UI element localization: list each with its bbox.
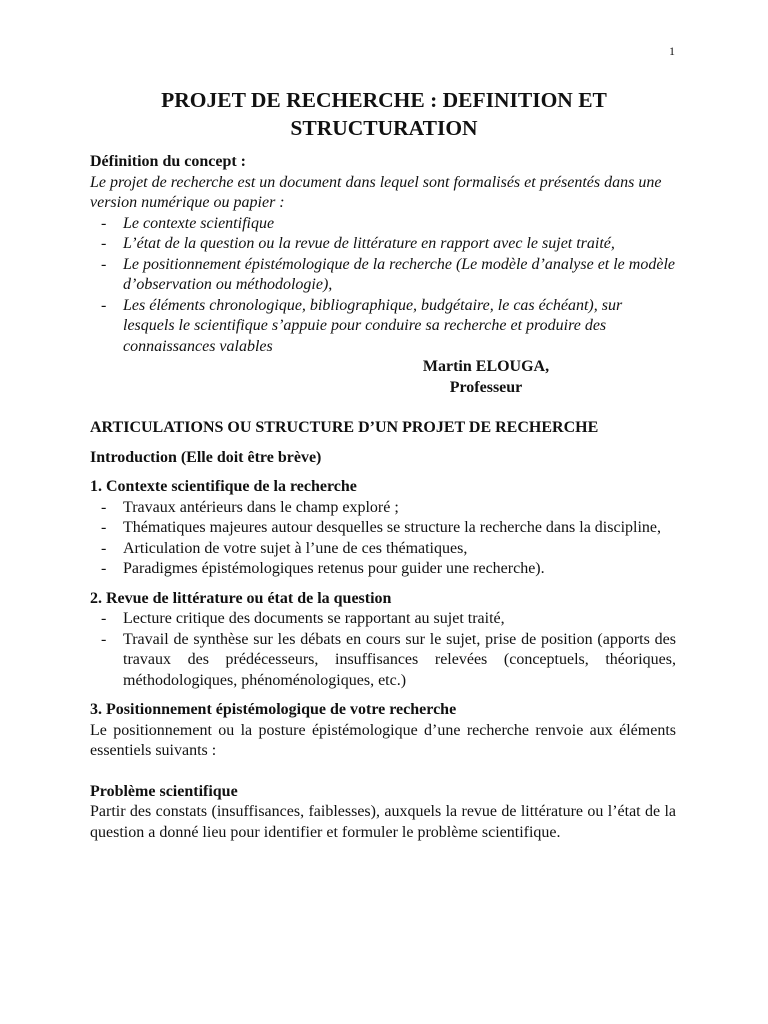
- section2-item: - Travail de synthèse sur les débats en cours sur le sujet, prise de position (apports des travaux des prédécesseurs, insuffisances relevées (conceptuels, théoriques, méthodologiques, phénoménologiques, etc.): [90, 630, 676, 692]
- document-body: [90, 152, 676, 843]
- definition-item: - Le contexte scientifique: [90, 214, 676, 235]
- author-title: Professeur: [449, 378, 523, 396]
- page-number: 1: [669, 44, 675, 58]
- structure-heading: ARTICULATIONS OU STRUCTURE D’UN PROJET DE RECHERCHE: [90, 419, 599, 436]
- section1-item: - Paradigmes épistémologiques retenus pour guider une recherche).: [90, 559, 676, 580]
- section3-heading: 3. Positionnement épistémologique de votre recherche: [90, 701, 457, 718]
- definition-list: [90, 214, 676, 358]
- probleme-heading: Problème scientifique: [90, 782, 238, 800]
- probleme-text: Partir des constats (insuffisances, faiblesses), auxquels la revue de littérature ou l’état de la question a donné lieu pour identifier et formuler le problème scientifique.: [90, 803, 676, 841]
- section1-item: - Travaux antérieurs dans le champ exploré ;: [90, 498, 676, 519]
- introduction-heading: Introduction (Elle doit être brève): [90, 448, 322, 466]
- page-title: PROJET DE RECHERCHE : DEFINITION ET STRUCTURATION: [161, 88, 607, 140]
- section1-list: [90, 498, 676, 580]
- section2-heading: 2. Revue de littérature ou état de la question: [90, 589, 392, 607]
- definition-item: - Le positionnement épistémologique de la recherche (Le modèle d’analyse et le modèle d’observation ou méthodologie),: [90, 255, 676, 296]
- definition-item: - Les éléments chronologique, bibliographique, budgétaire, le cas échéant), sur lesquels le scientifique s’appuie pour conduire sa recherche et produire des connaissances valables: [90, 296, 676, 358]
- section1-heading: 1. Contexte scientifique de la recherche: [90, 478, 357, 495]
- definition-item: - L’état de la question ou la revue de littérature en rapport avec le sujet traité,: [90, 234, 676, 255]
- section1-item: - Thématiques majeures autour desquelles se structure la recherche dans la discipline,: [90, 518, 676, 539]
- definition-heading: Définition du concept :: [90, 153, 246, 170]
- section2-item: - Lecture critique des documents se rapportant au sujet traité,: [90, 609, 676, 630]
- section2-list: [90, 609, 676, 691]
- section1-item: - Articulation de votre sujet à l’une de ces thématiques,: [90, 539, 676, 560]
- definition-intro: Le projet de recherche est un document dans lequel sont formalisés et présentés dans une version numérique ou papier :: [90, 173, 662, 211]
- section3-text: Le positionnement ou la posture épistémologique d’une recherche renvoie aux éléments essentiels suivants :: [90, 721, 676, 759]
- author-name: Martin ELOUGA,: [422, 358, 550, 375]
